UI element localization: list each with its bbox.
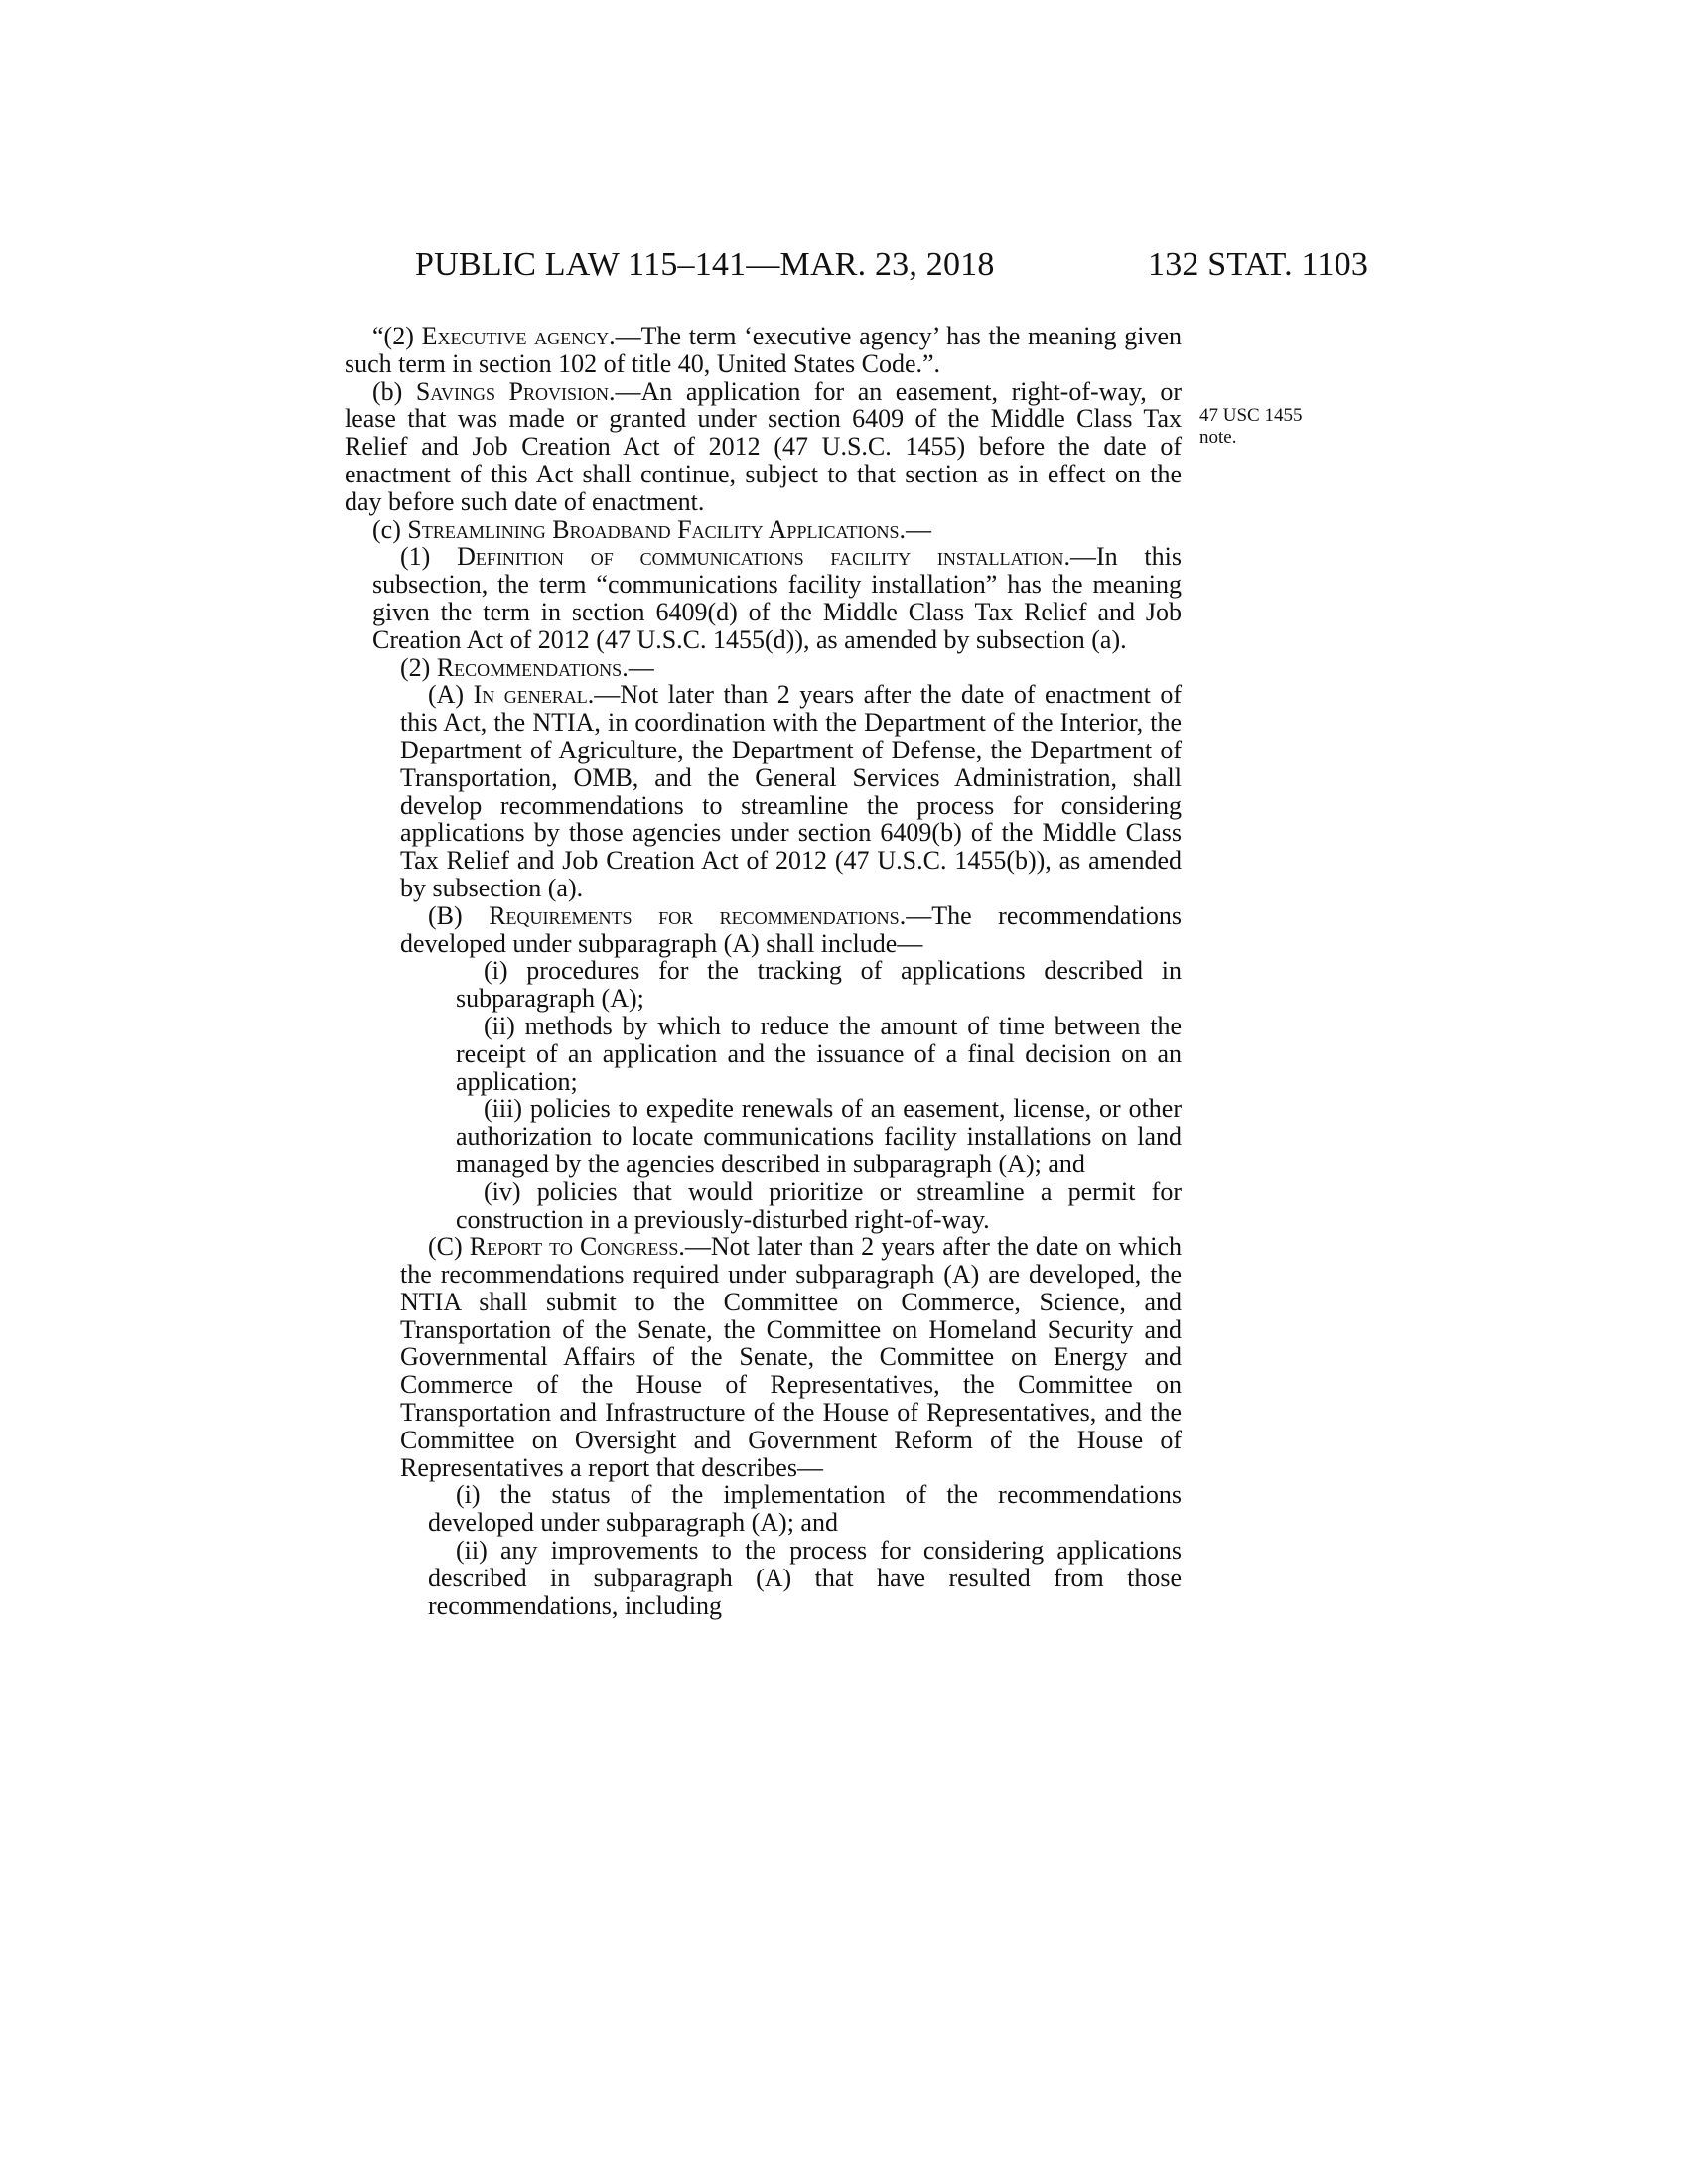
- paragraph-heading: Executive agency: [421, 322, 610, 350]
- margin-note-citation: 47 USC 1455: [1199, 405, 1303, 426]
- paragraph-report-to-congress: [345, 1233, 1182, 1481]
- paragraph-text: .—The recommendations developed under subparagraph (A) shall include—: [400, 900, 1182, 958]
- margin-note-label: note.: [1199, 427, 1237, 448]
- page-number: 132 STAT. 1103: [1148, 246, 1369, 283]
- paragraph-lead: (b): [372, 376, 416, 406]
- paragraph-savings-provision: [345, 378, 1182, 516]
- paragraph-text: .—The term ‘executive agency’ has the meaning given such term in section 102 of title 40, United States Code.”.: [345, 322, 1182, 378]
- paragraph-lead: (c): [372, 514, 408, 544]
- paragraph-text: .—: [622, 652, 654, 682]
- paragraph-streamlining: [345, 516, 1182, 544]
- paragraph-lead: (1): [400, 542, 458, 572]
- paragraph-heading: Report to Congress: [469, 1232, 679, 1262]
- paragraph-requirements: [345, 902, 1182, 958]
- paragraph-definition: [345, 543, 1182, 653]
- paragraph-in-general: [345, 681, 1182, 901]
- clause-i-tracking: (i) procedures for the tracking of applications described in subparagraph (A);: [456, 956, 1182, 1014]
- clause-ii-improvements: (ii) any improvements to the process for considering applications described in subparagraph (A) that have resulted from those recommendations, including: [428, 1536, 1182, 1620]
- paragraph-heading: Streamlining Broadband Facility Applications: [407, 514, 900, 544]
- paragraph-lead: (2): [400, 652, 437, 682]
- paragraph-text: .—In this subsection, the term “communications facility installation” has the meaning given the term in section 6409(d) of the Middle Class Tax Relief and Job Creation Act of 2012 (47 U.S.C. 1455(d)), as amended by subsection (a).: [372, 542, 1182, 654]
- paragraph-heading: In general: [473, 680, 588, 710]
- margin-note: [1199, 405, 1302, 449]
- clause-i-status: (i) the status of the implementation of the recommendations developed under subparagraph (A); and: [428, 1480, 1182, 1538]
- paragraph-text: .—: [899, 514, 931, 544]
- clause-ii-methods: (ii) methods by which to reduce the amount of time between the receipt of an application and the issuance of a final decision on an application;: [456, 1011, 1182, 1096]
- paragraph-executive-agency: [345, 323, 1182, 378]
- running-head-title: PUBLIC LAW 115–141—MAR. 23, 2018: [415, 246, 995, 283]
- paragraph-text: .—Not later than 2 years after the date of enactment of this Act, the NTIA, in coordination with the Department of the Interior, the Department of Agriculture, the Department of Defense, the Department of Transportation, OMB, and the General Services Administration, shall develop recommendations to streamline the process for considering applications by those agencies under section 6409(b) of the Middle Class Tax Relief and Job Creation Act of 2012 (47 U.S.C. 1455(b)), as amended by subsection (a).: [400, 680, 1182, 902]
- paragraph-lead: “(2): [372, 322, 422, 350]
- statute-body: [345, 323, 1182, 1619]
- paragraph-lead: (B): [428, 900, 490, 930]
- paragraph-recommendations: [345, 654, 1182, 682]
- clause-iii-renewals: (iii) policies to expedite renewals of an easement, license, or other authorization to locate communications facility installations on land managed by the agencies described in subparagraph (A); and: [456, 1094, 1182, 1178]
- paragraph-heading: Definition of communications facility installation: [457, 542, 1064, 572]
- paragraph-lead: (C): [428, 1232, 470, 1262]
- paragraph-heading: Recommendations: [436, 652, 623, 682]
- paragraph-text: .—Not later than 2 years after the date on which the recommendations required under subparagraph (A) are developed, the NTIA shall submit to the Committee on Commerce, Science, and Transportation of the Senate, the Committee on Homeland Security and Governmental Affairs of the Senate, the Committee on Energy and Commerce of the House of Representatives, the Committee on Transportation and Infrastructure of the House of Representatives, and the Committee on Oversight and Government Reform of the House of Representatives a report that describes—: [400, 1232, 1182, 1482]
- paragraph-lead: (A): [428, 680, 474, 710]
- paragraph-heading: Savings Provision: [415, 376, 609, 406]
- clause-iv-permits: (iv) policies that would prioritize or streamline a permit for construction in a previously-disturbed right-of-way.: [456, 1176, 1182, 1234]
- paragraph-heading: Requirements for recommendations: [489, 900, 900, 930]
- paragraph-text: .—An application for an easement, right-of-way, or lease that was made or granted under section 6409 of the Middle Class Tax Relief and Job Creation Act of 2012 (47 U.S.C. 1455) before the date of enactment of this Act shall continue, subject to that section as in effect on the day before such date of enactment.: [345, 376, 1182, 516]
